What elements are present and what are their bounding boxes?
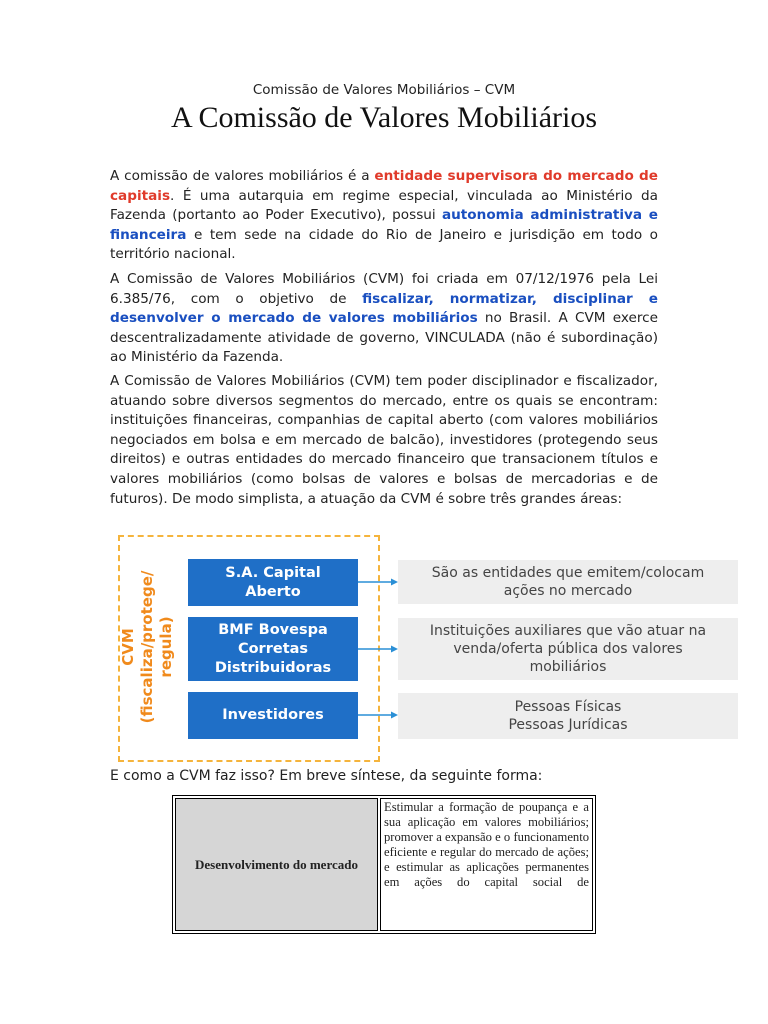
desc-text: São as entidades que emitem/colocam ações no mercado [431, 565, 705, 599]
table-cell-category: Desenvolvimento do mercado [175, 798, 378, 931]
arrow-right-icon [358, 710, 398, 720]
cvm-label-line: regula) [157, 616, 175, 678]
paragraph-text: e tem sede na cidade do Rio de Janeiro e jurisdição em todo o território nacional. [110, 226, 658, 263]
box-bmf-bovespa [188, 617, 358, 681]
box-label: BMF Bovespa Corretas Distribuidoras [214, 621, 332, 676]
box-investidores [188, 692, 358, 739]
paragraph-text: no Brasil. A CVM exerce descentralizadamente atividade de governo, VINCULADA (não é subordinação) ao Ministério da Fazenda. [110, 310, 658, 366]
arrow-right-icon [358, 644, 398, 654]
paragraph-1 [110, 167, 658, 265]
box-sa-capital-aberto [188, 559, 358, 606]
paragraph-text: . É uma autarquia em regime especial, vinculada ao Ministério da Fazenda (portanto ao Poder Executivo), possui [110, 187, 658, 224]
paragraph-text: A Comissão de Valores Mobiliários (CVM) foi criada em 07/12/1976 pela Lei 6.385/76, com o objetivo de [110, 271, 658, 307]
desc-text: Instituições auxiliares que vão atuar na venda/oferta pública dos valores mobiliários [429, 623, 707, 675]
table-cell-description: Estimular a formação de poupança e a sua aplicação em valores mobiliários; promover a expansão e o funcionamento eficiente e regular do mercado de ações; e estimular as aplicações permanentes em ações do capital social de [380, 798, 593, 931]
page-title: A Comissão de Valores Mobiliários [170, 101, 598, 134]
cvm-label [119, 547, 179, 747]
desc-bmf-bovespa [398, 618, 738, 680]
highlight-supervisora: entidade supervisora do mercado de capitais [110, 168, 659, 204]
desc-sa-capital-aberto [398, 560, 738, 604]
cvm-label-line: (fiscaliza/protege/ [138, 570, 156, 724]
section-question: E como a CVM faz isso? Em breve síntese, da seguinte forma: [110, 768, 543, 784]
highlight-objetivo: fiscalizar, normatizar, disciplinar e desenvolver o mercado de valores mobiliários [110, 290, 658, 327]
paragraph-3: A Comissão de Valores Mobiliários (CVM) tem poder disciplinador e fiscalizador, atuando sobre diversos segmentos do mercado, entre os quais se encontram: instituições financeiras, companhias de capital aberto (com valores mobiliários negociados em bolsa e em mercado de balcão), investidores (protegendo seus direitos) e outras entidades do mercado financeiro que transacionem títulos e valores mobiliários (como bolsas de valores e bolsas de mercadorias e de futuros). De modo simplista, a atuação da CVM é sobre três grandes áreas: [110, 373, 658, 507]
desc-investidores [398, 693, 738, 739]
paragraph-text: A comissão de valores mobiliários é a [110, 168, 375, 184]
desc-text: Pessoas Físicas Pessoas Jurídicas [508, 699, 628, 733]
cvm-diagram [118, 535, 738, 765]
atuacao-table [172, 795, 596, 934]
page-subtitle: Comissão de Valores Mobiliários – CVM [252, 82, 516, 98]
box-label: Investidores [222, 707, 324, 723]
cvm-label-line: CVM [119, 628, 137, 666]
arrow-right-icon [358, 577, 398, 587]
box-label: S.A. Capital Aberto [225, 564, 321, 600]
highlight-autonomia: autonomia administrativa e financeira [110, 207, 658, 243]
paragraph-2 [110, 270, 658, 368]
